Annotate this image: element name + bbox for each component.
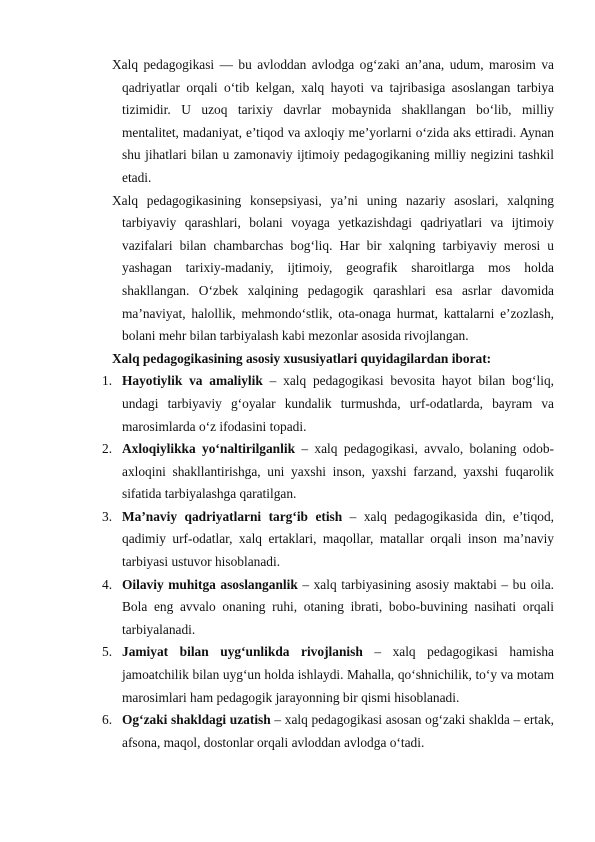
list-text: – xalq pedagogikasi asosan og‘zaki shaklda – ertak, afsona, maqol, dostonlar orqali avloddan avlodga o‘tadi. [122,712,555,750]
list-text: – xalq pedagogikasi hamisha jamoatchilik bilan uyg‘un holda ishlaydi. Mahalla, qo‘shnichilik, to‘y va motam marosimlari ham pedagogik jarayonning bir qismi hisoblanadi. [122,644,555,705]
list-text: – xalq tarbiyasining asosiy maktabi – bu oila. Bola eng avvalo onaning ruhi, otaning ibrati, bobo-buvining nasihati orqali tarbiyalanadi. [122,576,554,637]
list-text: – xalq pedagogikasida din, e’tiqod, qadimiy urf-odatlar, xalq ertaklari, maqollar, matallar orqali inson ma’naviy tarbiyasi ustuvor hisoblanadi. [122,508,555,570]
list-number: 4. [102,576,113,592]
list-term: Axloqiylikka yo‘naltirilganlik [122,441,296,457]
paragraph-concept: Xalq pedagogikasining konsepsiyasi, ya’ni uning nazariy asoslari, xalqning tarbiyaviy qarashlari, bolani voyaga yetkazishdagi qadriyatlari va ijtimoiy vazifalari bilan chambarchas bog‘liq. Har bir xalqning tarbiyaviy merosi u yashagan tarixiy-madaniy, ijtimoiy, geografik sharoitlarga mos holda shakllangan. O‘zbek xalqining pedagogik qarashlari esa asrlar davomida ma’naviyat, halollik, mehmondo‘stlik, ota-onaga hurmat, kattalarni e’zozlash, bolani mehr bilan tarbiyalash kabi mezonlar asosida rivojlangan. [112,192,554,344]
list-item [102,370,555,438]
list-number: 1. [102,373,113,389]
section-heading: Xalq pedagogikasining asosiy xususiyatlari quyidagilardan iborat: [112,350,492,366]
list-number: 2. [102,441,113,457]
list-item [102,574,554,642]
list-term: Oilaviy muhitga asoslanganlik [122,576,298,592]
list-number: 6. [102,712,113,728]
features-list [102,370,555,754]
list-number: 5. [102,644,113,660]
document-page [102,54,555,754]
list-text: – xalq pedagogikasi, avvalo, bolaning odob-axloqini shakllantirishga, uni yaxshi inson, yaxshi farzand, yaxshi fuqarolik sifatida tarbiyalashga qaratilgan. [122,441,554,502]
list-item [102,506,555,574]
list-term: Jamiyat bilan uyg‘unlikda rivojlanish [122,644,363,660]
list-term: Og‘zaki shakldagi uzatish [122,712,271,728]
list-number: 3. [102,508,113,524]
list-item [102,709,555,754]
list-item [102,641,555,709]
list-text: – xalq pedagogikasi bevosita hayot bilan bog‘liq, undagi tarbiyaviy g‘oyalar kundalik turmushda, urf-odatlarda, bayram va marosimlarda o‘z ifodasini topadi. [122,373,555,434]
list-term: Hayotiylik va amaliylik [122,373,263,389]
list-term: Ma’naviy qadriyatlarni targ‘ib etish [122,508,343,524]
paragraph-intro: Xalq pedagogikasi — bu avloddan avlodga og‘zaki an’ana, udum, marosim va qadriyatlar orqali o‘tib kelgan, xalq hayoti va tajribasiga asoslangan tarbiya tizimidir. U uzoq tarixiy davrlar mobaynida shakllangan bo‘lib, milliy mentalitet, madaniyat, e’tiqod va axloqiy me’yorlarni o‘zida aks ettiradi. Aynan shu jihatlari bilan u zamonaviy ijtimoiy pedagogikaning milliy negizini tashkil etadi. [112,57,554,185]
list-item [102,438,554,506]
